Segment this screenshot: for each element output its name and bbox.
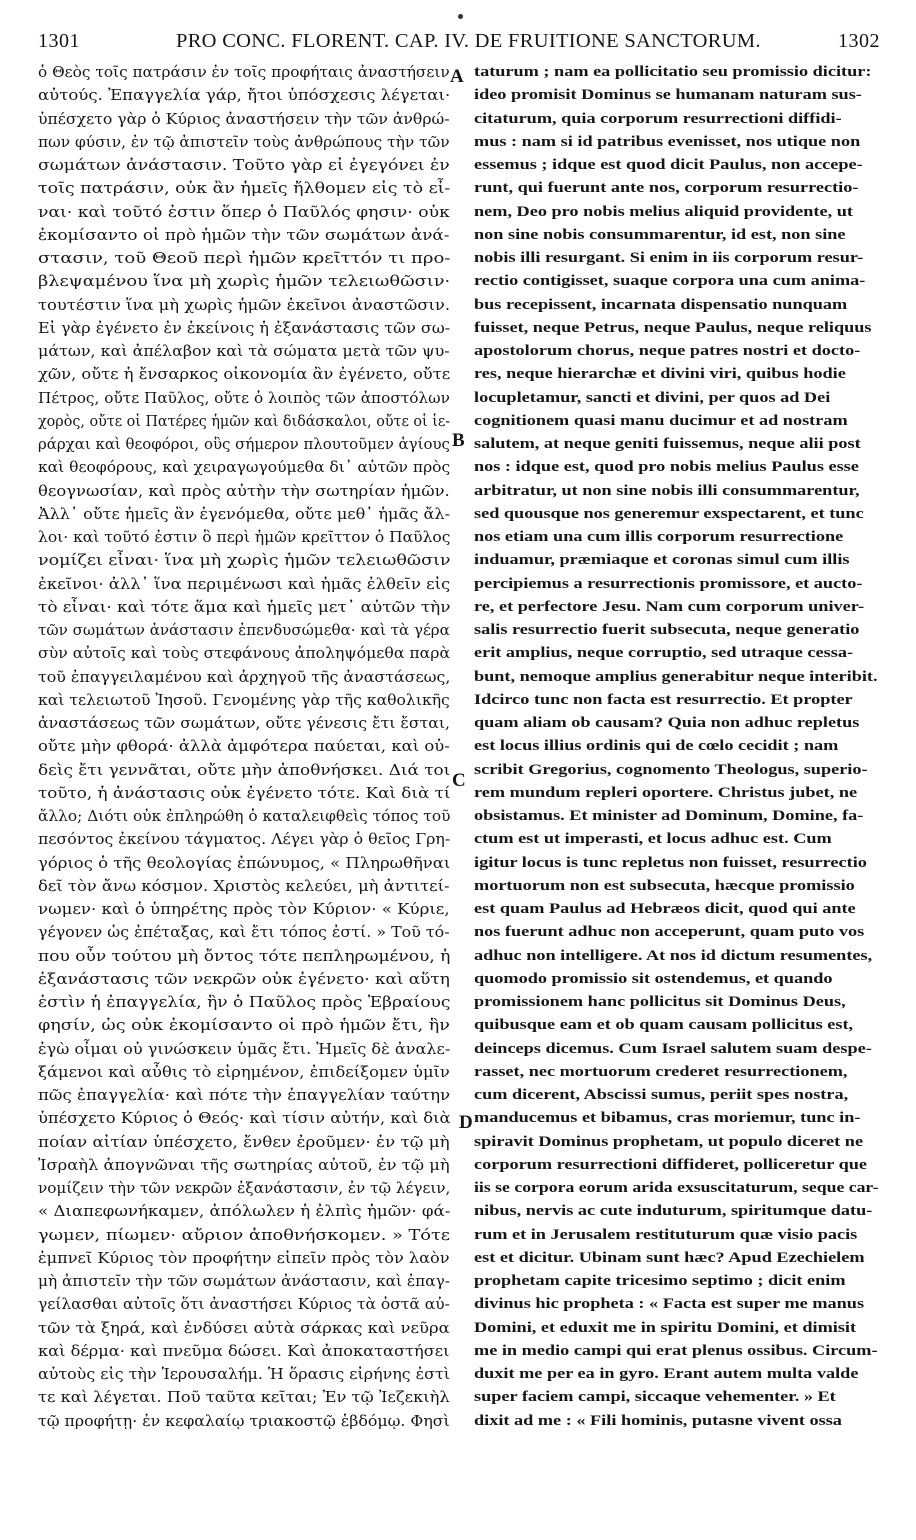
text-line: non sine nobis consummarentur, id est, non sine xyxy=(474,226,846,243)
text-line: bus recepissent, incarnata dispensatio nunquam xyxy=(474,296,848,313)
text-line: « Διαπεφωνήκαμεν, ἀπόλωλεν ἡ ἐλπὶς ἡμῶν· φά- xyxy=(38,1203,451,1221)
text-line: χορὸς, οὔτε οἱ Πατέρες ἡμῶν καὶ διδάσκαλοι, οὔτε οἱ ἱε- xyxy=(38,412,451,430)
text-line: induamur, præmiaque et coronas simul cum illis xyxy=(474,552,850,569)
text-line: percipiemus a resurrectionis promissore, et aucto- xyxy=(474,575,863,592)
text-line: πων φύσιν, ἐν τῷ ἀπιστεῖν τοὺς ἀνθρώπους τὴν τῶν xyxy=(38,133,450,151)
text-line: obsistamus. Et minister ad Dominum, Domine, fa- xyxy=(474,808,864,824)
text-line: promissionem hanc pollicitus sit Dominus Deus, xyxy=(474,994,846,1010)
text-line: est locus illius ordinis qui de cœlo cecidit ; nam xyxy=(474,738,839,755)
text-line: τῶν τὰ ξηρά, καὶ ἐνδύσει αὐτὰ σάρκας καὶ νεῦρα xyxy=(38,1319,450,1337)
text-line: nos : idque est, quod pro nobis melius Paulus esse xyxy=(474,459,859,476)
text-line: manducemus et bibamus, cras moriemur, tunc in- xyxy=(474,1110,861,1127)
text-line: nobis illi resurgant. Si enim in iis corporum resur- xyxy=(474,250,864,266)
text-line: corporum resurrectioni diffideret, polliceretur que xyxy=(474,1156,867,1173)
text-line: scribit Gregorius, cognomento Theologus, superio- xyxy=(474,761,868,778)
text-line: ἐκομίσαντο οἱ πρὸ ἡμῶν τὴν τῶν σωμάτων ἀνά- xyxy=(38,226,450,244)
text-line: γέγονεν ὡς ἐπέταξας, καὶ ἔτι τόπος ἐστί. » Τοῦ τό- xyxy=(38,924,450,942)
text-line: quam aliam ob causam? Quia non adhuc repletus xyxy=(474,715,860,731)
text-line: ὑπέσχετο γὰρ ὁ Κύριος ἀναστήσειν τὴν τῶν ἀνθρώ- xyxy=(38,110,450,128)
text-line: ράρχαι καὶ θεοφόροι, οὓς σήμερον πλουτοῦμεν ἁγίους xyxy=(38,436,450,453)
text-line: που οὖν τούτου μὴ ὄντος τότε πεπληρωμένου, ἡ xyxy=(38,947,451,965)
text-line: Domini, et eduxit me in spiritu Domini, et dimisit xyxy=(474,1319,857,1336)
text-line: essemus ; idque est quod dicit Paulus, non accepe- xyxy=(474,157,863,173)
text-line: τῷ προφήτῃ· ἐν κεφαλαίῳ τριακοστῷ ἑβδόμῳ. Φησὶ xyxy=(38,1412,450,1430)
text-line: δεῖ τὸν ἄνω κόσμον. Χριστὸς κελεύει, μὴ ἀντιτεί- xyxy=(38,877,450,895)
text-line: καὶ δέρμα· καὶ πνεῦμα δώσει. Καὶ ἀποκαταστήσει xyxy=(38,1342,450,1360)
text-line: οὔτε μὴν φθορά· ἀλλὰ ἀμφότερα παύεται, καὶ οὐ- xyxy=(38,738,450,756)
text-line: ποίαν αἰτίαν ὑπέσχετο, ἔνθεν ἐροῦμεν· ἐν τῷ μὴ xyxy=(38,1133,450,1151)
text-line: Πέτρος, οὔτε Παῦλος, οὔτε ὁ λοιπὸς τῶν ἀποστόλων xyxy=(38,389,450,407)
text-line: καὶ τελειωτοῦ Ἰησοῦ. Γενομένης γὰρ τῆς καθολικῆς xyxy=(38,691,450,709)
text-line: rectio contigisset, suaque corpora una cum anima- xyxy=(474,273,866,290)
text-line: ἐμπνεῖ Κύριος τὸν προφήτην εἰπεῖν πρὸς τὸν λαὸν xyxy=(38,1249,450,1267)
text-line: mus : nam si id patribus evenisset, nos utique non xyxy=(474,133,861,150)
section-marker-b: B xyxy=(452,430,465,451)
text-line: cum dicerent, Abscissi sumus, periit spes nostra, xyxy=(474,1087,849,1103)
text-line: rasset, nec mortuorum crederet resurrectionem, xyxy=(474,1063,848,1080)
text-line: γείλασθαι αὐτοῖς ὅτι ἀναστήσει Κύριος τὰ ὀστᾶ αὐ- xyxy=(38,1296,450,1314)
text-line: me in medio campi qui erat plenus ossibus. Circum- xyxy=(474,1342,878,1359)
page-number-right: 1302 xyxy=(838,30,880,52)
text-line: ἄλλο; Διότι οὐκ ἐπληρώθη ὁ καταλειφθεὶς τόπος τοῦ xyxy=(38,808,451,825)
text-line: νομίζει εἶναι· ἵνα μὴ χωρὶς ἡμῶν τελειωθῶσιν xyxy=(38,552,451,570)
running-header xyxy=(38,30,880,58)
text-line: deinceps dicemus. Cum Israel salutem suam despe- xyxy=(474,1040,872,1057)
text-line: fuisset, neque Petrus, neque Paulus, neque reliquus xyxy=(474,319,872,336)
text-line: θεογνωσίαν, καὶ πρὸς αὐτὴν τὴν σωτηρίαν ἡμῶν. xyxy=(38,482,450,500)
text-line: citaturum, quia corporum resurrectioni diffidi- xyxy=(474,110,842,127)
text-line: adhuc non intelligere. At nos id dictum resumentes, xyxy=(474,947,873,964)
text-line: nos etiam una cum illis corporum resurrectione xyxy=(474,529,844,545)
text-line: rem mundum repleri oportere. Christus jubet, ne xyxy=(474,784,858,801)
text-line: ὑπέσχετο Κύριος ὁ Θεός· καὶ τίσιν αὐτήν, καὶ διὰ xyxy=(38,1110,451,1128)
section-marker-d: D xyxy=(459,1112,473,1133)
text-line: ἐγὼ οἶμαι οὐ γινώσκειν ὑμᾶς ἔτι. Ἡμεῖς δὲ ἀναλε- xyxy=(38,1040,451,1058)
text-line: μὴ ἀπιστεῖν τὴν τῶν σωμάτων ἀνάστασιν, καὶ ἐπαγ- xyxy=(38,1273,450,1290)
text-line: iis se corpora eorum arida exsuscitaturum, seque car- xyxy=(474,1180,879,1196)
text-line: ἐστὶν ἡ ἐπαγγελία, ἣν ὁ Παῦλος πρὸς Ἑβραίους xyxy=(38,994,451,1011)
text-line: ναι· καὶ τοῦτό ἐστιν ὅπερ ὁ Παῦλός φησιν· οὐκ xyxy=(38,203,450,221)
text-line: dixit ad me : « Fili hominis, putasne vivent ossa xyxy=(474,1412,842,1429)
text-line: αὐτούς. Ἐπαγγελία γάρ, ἤτοι ὑπόσχεσις λέγεται· xyxy=(38,87,451,105)
text-line: nem, Deo pro nobis melius aliquid providente, ut xyxy=(474,203,853,220)
text-line: bunt, nemoque amplius generabitur neque interibit. xyxy=(474,668,878,685)
section-marker-a: A xyxy=(450,66,464,87)
text-line: νομίζειν τὴν τῶν νεκρῶν ἐξανάστασιν, ἐν τῷ λέγειν, xyxy=(38,1180,451,1197)
text-line: φησίν, ὡς οὐκ ἐκομίσαντο οἱ πρὸ ἡμῶν ἔτι, ἣν xyxy=(38,1017,450,1035)
text-line: τοῦ ἐπαγγειλαμένου καὶ ἀρχηγοῦ τῆς ἀναστάσεως, xyxy=(38,668,451,686)
text-line: arbitratur, ut non sine nobis illi consummarentur, xyxy=(474,482,860,499)
text-line: στασιν, τοῦ Θεοῦ περὶ ἡμῶν κρεῖττόν τι προ- xyxy=(38,250,451,267)
text-line: super faciem campi, siccaque vehementer. » Et xyxy=(474,1389,836,1406)
text-line: Ἀλλ᾽ οὔτε ἡμεῖς ἂν ἐγενόμεθα, οὔτε μεθ᾽ ἡμᾶς ἄλ- xyxy=(38,505,450,523)
text-line: est et dicitur. Ubinam sunt hæc? Apud Ezechielem xyxy=(474,1249,865,1266)
text-line: ὁ Θεὸς τοῖς πατράσιν ἐν τοῖς προφήταις ἀναστήσειν xyxy=(38,64,450,81)
text-line: nos fuerunt adhuc non acceperunt, quam puto vos xyxy=(474,924,865,941)
text-line: δεὶς ἔτι γεννᾶται, οὔτε μὴν ἀποθνήσκει. Διά τοι xyxy=(38,761,451,779)
text-line: locupletamur, sancti et divini, per quos ad Dei xyxy=(474,389,831,406)
text-line: taturum ; nam ea pollicitatio seu promissio dicitur: xyxy=(474,64,872,80)
text-line: mortuorum non est subsecuta, hæcque promissio xyxy=(474,877,855,894)
text-line: spiravit Dominus prophetam, ut populo diceret ne xyxy=(474,1133,864,1150)
text-line: τοῦτο, ἡ ἀνάστασις οὐκ ἐγένετο τότε. Καὶ διὰ τί xyxy=(38,784,451,802)
text-line: τὸ εἶναι· καὶ τότε ἅμα καὶ ἡμεῖς μετ᾽ αὐτῶν τὴν xyxy=(38,598,451,616)
section-marker-c: C xyxy=(452,770,466,791)
text-line: duxit me per ea in gyro. Erant autem multa valde xyxy=(474,1366,859,1382)
text-line: cognitionem quasi manu ducimur et ad nostram xyxy=(474,412,848,429)
text-line: χῶν, οὔτε ἡ ἔνσαρκος οἰκονομία ἂν ἐγένετο, οὔτε xyxy=(38,366,451,384)
text-line: ἐξανάστασις τῶν νεκρῶν οὐκ ἐγένετο· καὶ αὕτη xyxy=(38,970,450,988)
text-line: sed quousque nos generemur exspectarent, et tunc xyxy=(474,505,864,522)
text-line: Εἰ γὰρ ἐγένετο ἐν ἐκείνοις ἡ ἐξανάστασις τῶν σω- xyxy=(38,319,451,337)
text-line: αὐτοὺς εἰς τὴν Ἱερουσαλήμ. Ἡ ὅρασις εἰρήνης ἐστὶ xyxy=(38,1366,451,1383)
text-line: res, neque hierarchæ et divini viri, quibus hodie xyxy=(474,366,846,383)
text-line: quibusque eam et ob quam causam pollicitus est, xyxy=(474,1017,854,1034)
text-line: ctum est ut imperasti, et locus adhuc est. Cum xyxy=(474,831,832,848)
text-line: λοι· καὶ τοῦτό ἐστιν ὃ περὶ ἡμῶν κρεῖττον ὁ Παῦλος xyxy=(38,529,451,546)
text-line: πεσόντος ἐκείνου τάγματος. Λέγει γὰρ ὁ θεῖος Γρη- xyxy=(38,831,451,849)
text-line: re, et perfectore Jesu. Nam cum corporum univer- xyxy=(474,598,865,615)
text-line: erit amplius, neque corruptio, sed utraque cessa- xyxy=(474,645,854,662)
text-line: apostolorum chorus, neque patres nostri et docto- xyxy=(474,343,861,359)
text-line: σὺν αὐτοῖς καὶ τοὺς στεφάνους ἀποληψόμεθα παρὰ xyxy=(38,645,451,663)
text-line: igitur locus is tunc repletus non fuisset, resurrectio xyxy=(474,854,867,871)
text-line: τῶν σωμάτων ἀνάστασιν ἐπενδυσώμεθα· καὶ τὰ γέρα xyxy=(38,622,450,639)
text-line: ideo promisit Dominus se humanam naturam sus- xyxy=(474,87,862,104)
text-line: est quam Paulus ad Hebræos dicit, quod qui ante xyxy=(474,901,856,917)
text-line: Idcirco tunc non facta est resurrectio. Et propter xyxy=(474,691,853,708)
text-line: divinus hic propheta : « Facta est super me manus xyxy=(474,1296,865,1313)
text-line: ξάμενοι καὶ αὖθις τὸ εἰρημένον, ἐπιδείξομεν ὑμῖν xyxy=(38,1063,450,1081)
running-title: PRO CONC. FLORENT. CAP. IV. DE FRUITIONE SANCTORUM. xyxy=(176,30,761,52)
text-line: καὶ θεοφόρους, καὶ χειραγωγούμεθα δι᾽ αὐτῶν πρὸς xyxy=(38,459,451,477)
text-line: quomodo promissio sit ostendemus, et quando xyxy=(474,970,833,987)
text-line: Ἰσραὴλ ἀπογνῶναι τῆς σωτηρίας αὐτοῦ, ἐν τῷ μὴ xyxy=(38,1156,450,1174)
text-line: νωμεν· καὶ ὁ ὑπηρέτης πρὸς τὸν Κύριον· « Κύριε, xyxy=(38,901,450,918)
text-line: ἀναστάσεως τῶν σωμάτων, οὔτε γένεσις ἔτι ἔσται, xyxy=(38,715,451,732)
text-line: πῶς ἐπαγγελία· καὶ πότε τὴν ἐπαγγελίαν ταύτην xyxy=(38,1087,451,1104)
text-line: nibus, nervis ac cute induturum, spiritumque datu- xyxy=(474,1203,873,1220)
text-line: salutem, at neque geniti fuissemus, neque alii post xyxy=(474,436,861,452)
page-number-left: 1301 xyxy=(38,30,80,52)
text-line: τοῖς πατράσιν, οὐκ ἂν ἡμεῖς ἤλθομεν εἰς τὸ εἶ- xyxy=(38,180,451,198)
text-line: salis resurrectio fuerit subsecuta, neque generatio xyxy=(474,622,860,638)
text-line: σωμάτων ἀνάστασιν. Τοῦτο γὰρ εἰ ἐγεγόνει ἐν xyxy=(38,157,450,174)
text-line: τουτέστιν ἵνα μὴ χωρὶς ἡμῶν ἐκεῖνοι ἀναστῶσιν. xyxy=(38,296,451,314)
text-line: βλεψαμένου ἵνα μὴ χωρὶς ἡμῶν τελειωθῶσιν· xyxy=(38,273,451,291)
text-line: rum et in Jerusalem restituturum quæ visio pacis xyxy=(474,1226,858,1243)
text-line: τε καὶ λέγεται. Ποῦ ταῦτα κεῖται; Ἐν τῷ Ἰεζεκιὴλ xyxy=(38,1389,450,1407)
text-line: μάτων, καὶ ἀπέλαβον καὶ τὰ σώματα μετὰ τῶν ψυ- xyxy=(38,343,450,360)
text-line: γόριος ὁ τῆς θεολογίας ἐπώνυμος, « Πληρωθῆναι xyxy=(38,854,451,872)
text-line: ἐκεῖνοι· ἀλλ᾽ ἵνα περιμένωσι καὶ ἡμᾶς ἐλθεῖν εἰς xyxy=(38,575,451,593)
text-line: runt, qui fuerunt ante nos, corporum resurrectio- xyxy=(474,180,859,197)
text-line: γωμεν, πίωμεν· αὔριον ἀποθνήσκομεν. » Τότε xyxy=(38,1226,450,1244)
ink-speck xyxy=(458,14,463,19)
text-line: prophetam capite tricesimo septimo ; dicit enim xyxy=(474,1273,846,1289)
